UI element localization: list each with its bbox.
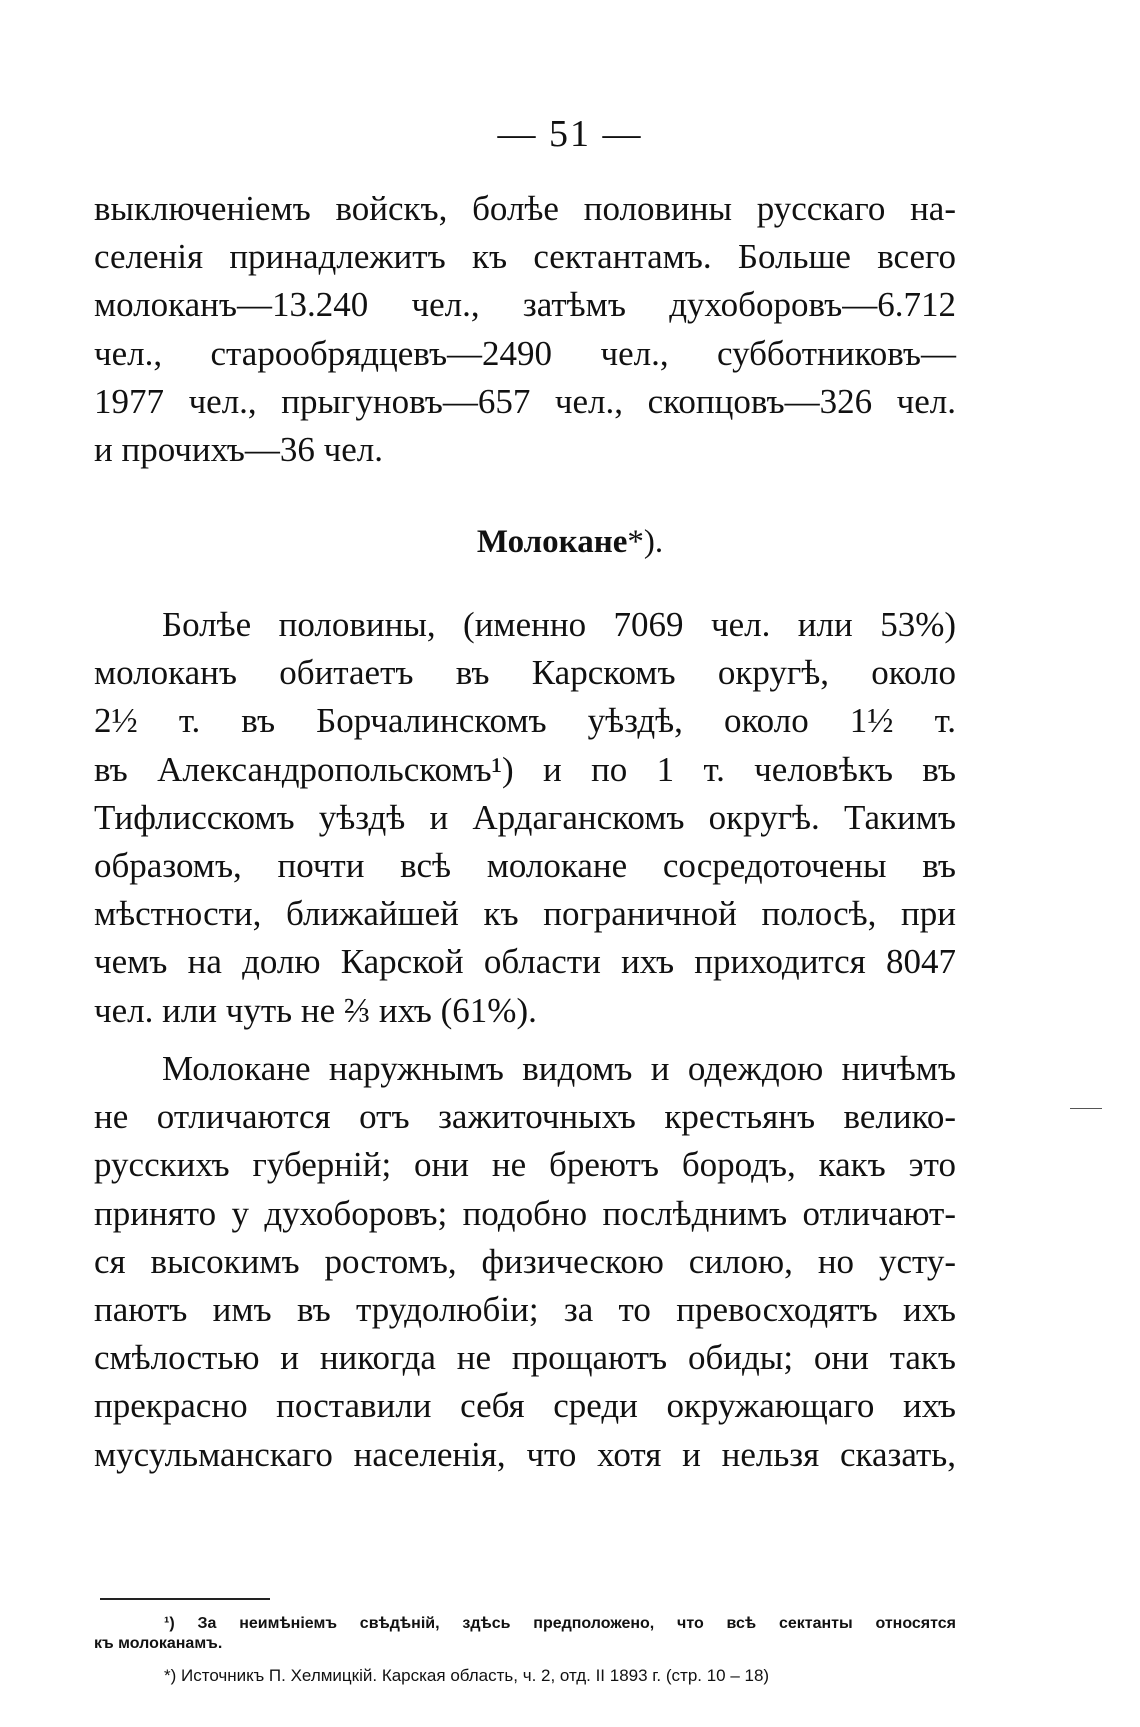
section-heading [0, 524, 1140, 561]
section-heading-title: Молокане [476, 524, 628, 560]
text-line: чемъ на долю Карской области ихъ приходится 8047 [94, 942, 956, 982]
section-heading-footnote-mark: *). [627, 524, 664, 560]
text-line: ся высокимъ ростомъ, физическою силою, но усту- [94, 1241, 956, 1281]
text-line: чел. или чуть не ⅔ ихъ (61%). [94, 990, 537, 1030]
footnote-source [94, 1666, 956, 1686]
footnote-line: къ молоканамъ. [94, 1635, 223, 1652]
text-line: паютъ имъ въ трудолюбіи; за то превосходятъ ихъ [94, 1290, 956, 1330]
footnote-line: ¹) За неимѣніемъ свѣдѣній, здѣсь предположено, что всѣ сектанты относятся [164, 1615, 956, 1632]
intro-paragraph [94, 185, 956, 474]
text-line: молоканъ обитаетъ въ Карскомъ округѣ, около [94, 653, 956, 693]
text-line: въ Александропольскомъ¹) и по 1 т. человѣкъ въ [94, 749, 956, 789]
text-line: выключеніемъ войскъ, болѣе половины русскаго на- [94, 189, 956, 228]
text-line: принято у духоборовъ; подобно послѣднимъ отличают- [94, 1193, 956, 1233]
text-line: не отличаются отъ зажиточныхъ крестьянъ велико- [94, 1097, 956, 1137]
text-line: образомъ, почти всѣ молокане сосредоточены въ [94, 846, 956, 886]
text-line: Молокане наружнымъ видомъ и одеждою ничѣмъ [162, 1049, 956, 1088]
text-line: прекрасно поставили себя среди окружающаго ихъ [94, 1386, 956, 1426]
paragraph-molokane-distribution [94, 601, 956, 1035]
paragraph-molokane-appearance [94, 1045, 956, 1479]
text-line: Тифлисскомъ уѣздѣ и Ардаганскомъ округѣ. Такимъ [94, 797, 956, 837]
text-line: смѣлостью и никогда не прощаютъ обиды; они такъ [94, 1338, 956, 1378]
footnote-line: *) Источникъ П. Хелмицкій. Карская область, ч. 2, отд. II 1893 г. (стр. 10 – 18) [164, 1666, 770, 1685]
text-line: Болѣе половины, (именно 7069 чел. или 53%) [162, 605, 956, 644]
text-line: мѣстности, ближайшей къ пограничной полосѣ, при [94, 894, 956, 934]
text-line: селенія принадлежитъ къ сектантамъ. Больше всего [94, 237, 956, 277]
text-line: и прочихъ—36 чел. [94, 430, 384, 470]
text-line: молоканъ—13.240 чел., затѣмъ духоборовъ—6.712 [94, 285, 956, 325]
text-line: мусульманскаго населенія, что хотя и нельзя сказать, [94, 1434, 956, 1474]
footnote-1 [94, 1614, 956, 1654]
text-line: чел., старообрядцевъ—2490 чел., субботниковъ— [94, 333, 956, 373]
text-line: русскихъ губерній; они не бреютъ бородъ, какъ это [94, 1145, 956, 1185]
footnote-separator [100, 1598, 270, 1600]
scan-artifact-mark [1070, 1108, 1102, 1109]
text-line: 1977 чел., прыгуновъ—657 чел., скопцовъ—326 чел. [94, 381, 956, 421]
page-number: — 51 — [497, 113, 643, 155]
text-line: 2½ т. въ Борчалинскомъ уѣздѣ, около 1½ т. [94, 701, 956, 741]
